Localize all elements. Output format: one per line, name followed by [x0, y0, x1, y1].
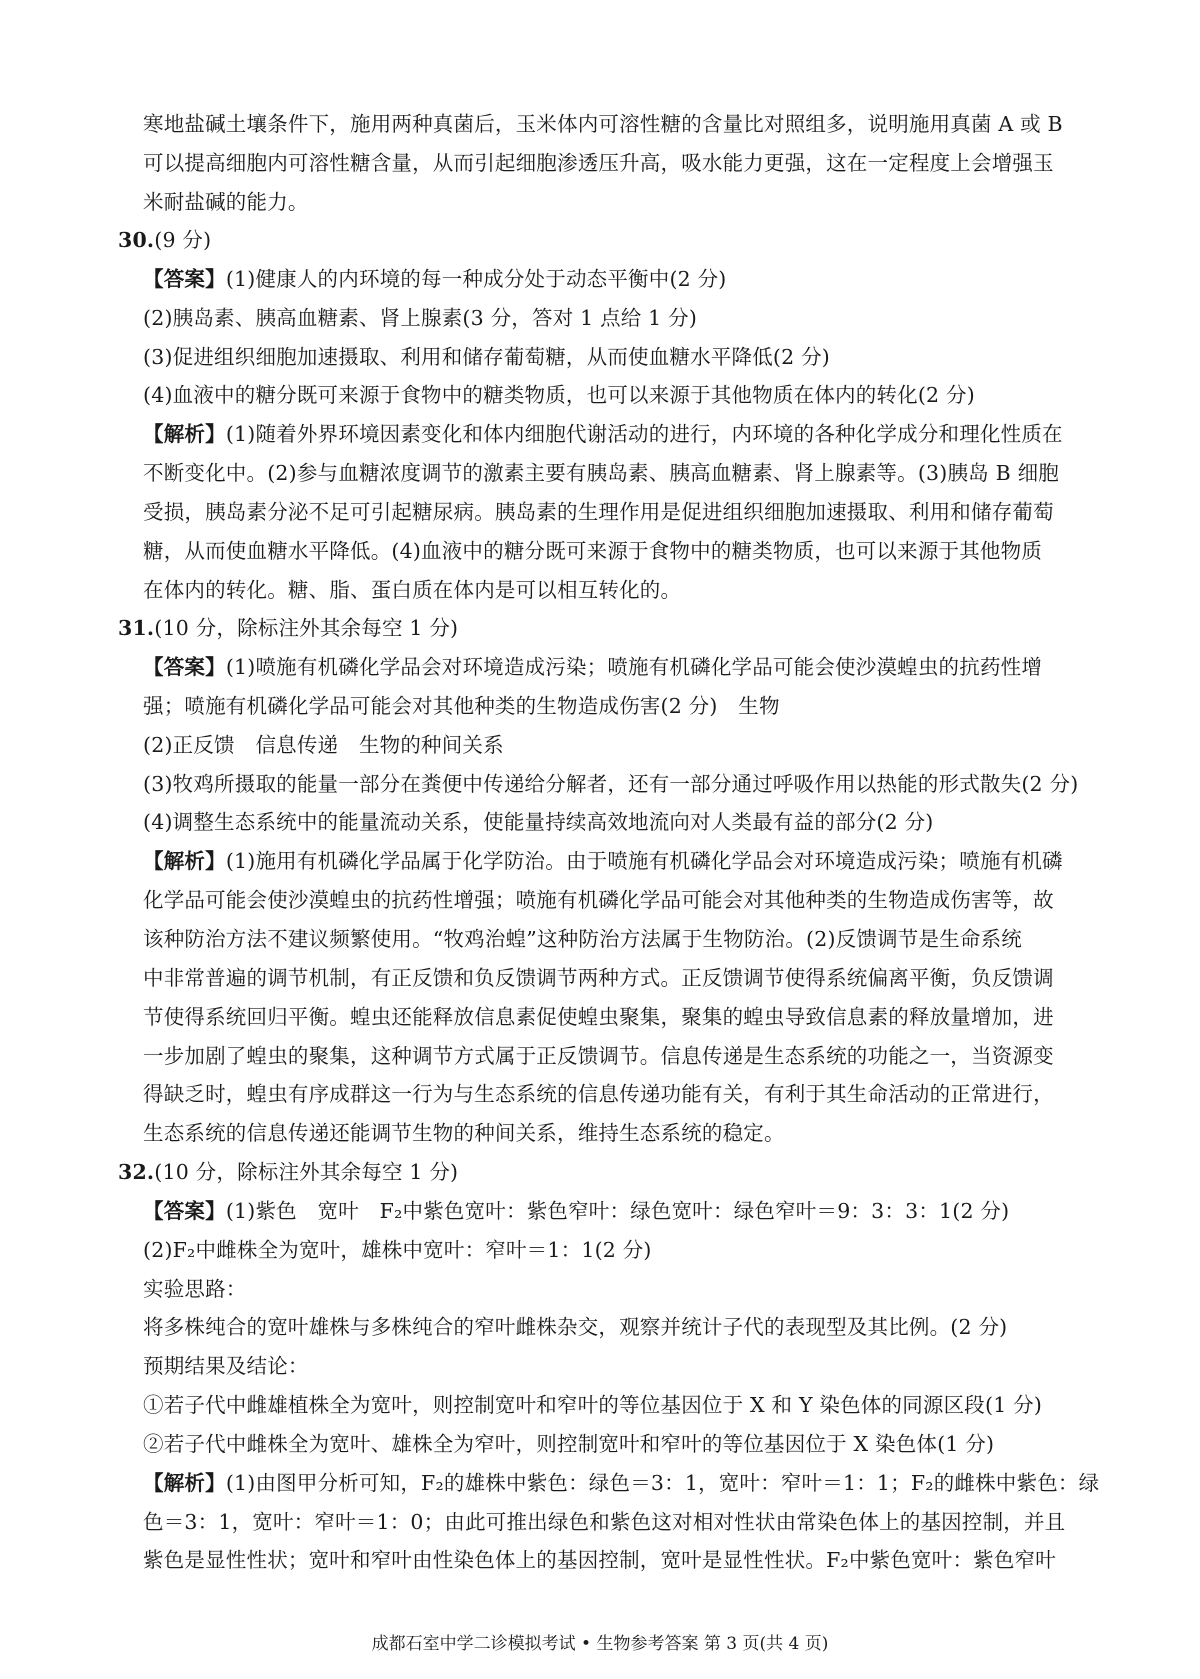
- question-score: (9 分): [154, 228, 212, 252]
- intro-line-1: 寒地盐碱土壤条件下，施用两种真菌后，玉米体内可溶性糖的含量比对照组多，说明施用真菌 A 或 B: [143, 112, 1063, 136]
- q31-answer-3: (2)正反馈 信息传递 生物的种间关系: [143, 733, 504, 757]
- q30-analysis-4: 糖，从而使血糖水平降低。(4)血液中的糖分既可来源于食物中的糖类物质，也可以来源于其他物质: [143, 539, 1043, 563]
- q30-analysis-3: 受损，胰岛素分泌不足可引起糖尿病。胰岛素的生理作用是促进组织细胞加速摄取、利用和储存葡萄: [143, 500, 1054, 524]
- q31-analysis-8: 生态系统的信息传递还能调节生物的种间关系，维持生态系统的稳定。: [143, 1121, 785, 1145]
- q32-analysis-3: 紫色是显性性状；宽叶和窄叶由性染色体上的基因控制，宽叶是显性性状。F₂中紫色宽叶：紫色窄叶: [143, 1548, 1056, 1572]
- q31-analysis-7: 得缺乏时，蝗虫有序成群这一行为与生态系统的信息传递功能有关，有利于其生命活动的正常进行，: [143, 1082, 1054, 1106]
- q32-result-2: ②若子代中雌株全为宽叶、雄株全为窄叶，则控制宽叶和窄叶的等位基因位于 X 染色体(1 分): [143, 1432, 995, 1456]
- answer-tag: 【答案】: [143, 1199, 226, 1223]
- answer-text: (1)喷施有机磷化学品会对环境造成污染；喷施有机磷化学品可能会使沙漠蝗虫的抗药性增: [225, 655, 1043, 679]
- q32-analysis-2: 色＝3：1，宽叶：窄叶＝1：0；由此可推出绿色和紫色这对相对性状由常染色体上的基因控制，并且: [143, 1510, 1066, 1534]
- q32-results-heading: 预期结果及结论：: [143, 1354, 309, 1378]
- question-31-heading: [118, 610, 458, 646]
- q32-answer-2: (2)F₂中雌株全为宽叶，雄株中宽叶：窄叶＝1：1(2 分): [143, 1238, 652, 1262]
- q32-result-1: ①若子代中雌雄植株全为宽叶，则控制宽叶和窄叶的等位基因位于 X 和 Y 染色体的同源区段(1 分): [143, 1393, 1043, 1417]
- analysis-tag: 【解析】: [143, 1471, 226, 1495]
- answer-tag: 【答案】: [143, 267, 226, 291]
- q31-analysis-6: 一步加剧了蝗虫的聚集，这种调节方式属于正反馈调节。信息传递是生态系统的功能之一，当资源变: [143, 1044, 1054, 1068]
- q31-analysis-2: 化学品可能会使沙漠蝗虫的抗药性增强；喷施有机磷化学品可能会对其他种类的生物造成伤害等，故: [143, 888, 1054, 912]
- question-32-heading: [118, 1154, 458, 1190]
- question-number: 31.: [118, 616, 155, 640]
- answer-text: (1)紫色 宽叶 F₂中紫色宽叶：紫色窄叶：绿色宽叶：绿色窄叶＝9：3：3：1(2 分): [225, 1199, 1010, 1223]
- question-number: 32.: [118, 1160, 155, 1184]
- question-number: 30.: [118, 228, 155, 252]
- q30-analysis-1: [143, 416, 1063, 452]
- q31-answer-4: (3)牧鸡所摄取的能量一部分在粪便中传递给分解者，还有一部分通过呼吸作用以热能的形式散失(2 分): [143, 772, 1079, 796]
- analysis-text: (1)由图甲分析可知，F₂的雄株中紫色：绿色＝3：1，宽叶：窄叶＝1：1；F₂的雌株中紫色：绿: [225, 1471, 1100, 1495]
- q32-analysis-1: [143, 1465, 1099, 1501]
- q30-answer-3: (3)促进组织细胞加速摄取、利用和储存葡萄糖，从而使血糖水平降低(2 分): [143, 345, 830, 369]
- q31-analysis-5: 节使得系统回归平衡。蝗虫还能释放信息素促使蝗虫聚集，聚集的蝗虫导致信息素的释放量增加，进: [143, 1005, 1054, 1029]
- question-score: (10 分，除标注外其余每空 1 分): [154, 616, 459, 640]
- q31-analysis-3: 该种防治方法不建议频繁使用。“牧鸡治蝗”这种防治方法属于生物防治。(2)反馈调节是生命系统: [143, 927, 1022, 951]
- q31-analysis-1: [143, 843, 1063, 879]
- q30-answer-1: [143, 261, 727, 297]
- q30-answer-2: (2)胰岛素、胰高血糖素、肾上腺素(3 分，答对 1 点给 1 分): [143, 306, 698, 330]
- intro-line-3: 米耐盐碱的能力。: [143, 190, 309, 214]
- answer-tag: 【答案】: [143, 655, 226, 679]
- answer-text: (1)健康人的内环境的每一种成分处于动态平衡中(2 分): [225, 267, 727, 291]
- intro-line-2: 可以提高细胞内可溶性糖含量，从而引起细胞渗透压升高，吸水能力更强，这在一定程度上会增强玉: [143, 151, 1054, 175]
- q30-analysis-5: 在体内的转化。糖、脂、蛋白质在体内是可以相互转化的。: [143, 578, 682, 602]
- q31-answer-5: (4)调整生态系统中的能量流动关系，使能量持续高效地流向对人类最有益的部分(2 分): [143, 810, 934, 834]
- q31-answer-1: [143, 649, 1042, 685]
- q31-answer-2: 强；喷施有机磷化学品可能会对其他种类的生物造成伤害(2 分) 生物: [143, 694, 780, 718]
- q32-experiment-heading: 实验思路：: [143, 1277, 247, 1301]
- page-footer: 成都石室中学二诊模拟考试 • 生物参考答案 第 3 页(共 4 页): [371, 1634, 829, 1654]
- q32-answer-1: [143, 1193, 1009, 1229]
- q31-analysis-4: 中非常普遍的调节机制，有正反馈和负反馈调节两种方式。正反馈调节使得系统偏离平衡，负反馈调: [143, 966, 1054, 990]
- analysis-tag: 【解析】: [143, 849, 226, 873]
- question-score: (10 分，除标注外其余每空 1 分): [154, 1160, 459, 1184]
- analysis-text: (1)随着外界环境因素变化和体内细胞代谢活动的进行，内环境的各种化学成分和理化性质在: [225, 422, 1063, 446]
- q30-analysis-2: 不断变化中。(2)参与血糖浓度调节的激素主要有胰岛素、胰高血糖素、肾上腺素等。(3)胰岛 B 细胞: [143, 461, 1059, 485]
- analysis-tag: 【解析】: [143, 422, 226, 446]
- q32-experiment-text: 将多株纯合的宽叶雄株与多株纯合的窄叶雌株杂交，观察并统计子代的表现型及其比例。(2 分): [143, 1315, 1008, 1339]
- q30-answer-4: (4)血液中的糖分既可来源于食物中的糖类物质，也可以来源于其他物质在体内的转化(2 分): [143, 383, 975, 407]
- question-30-heading: [118, 222, 211, 258]
- analysis-text: (1)施用有机磷化学品属于化学防治。由于喷施有机磷化学品会对环境造成污染；喷施有机磷: [225, 849, 1063, 873]
